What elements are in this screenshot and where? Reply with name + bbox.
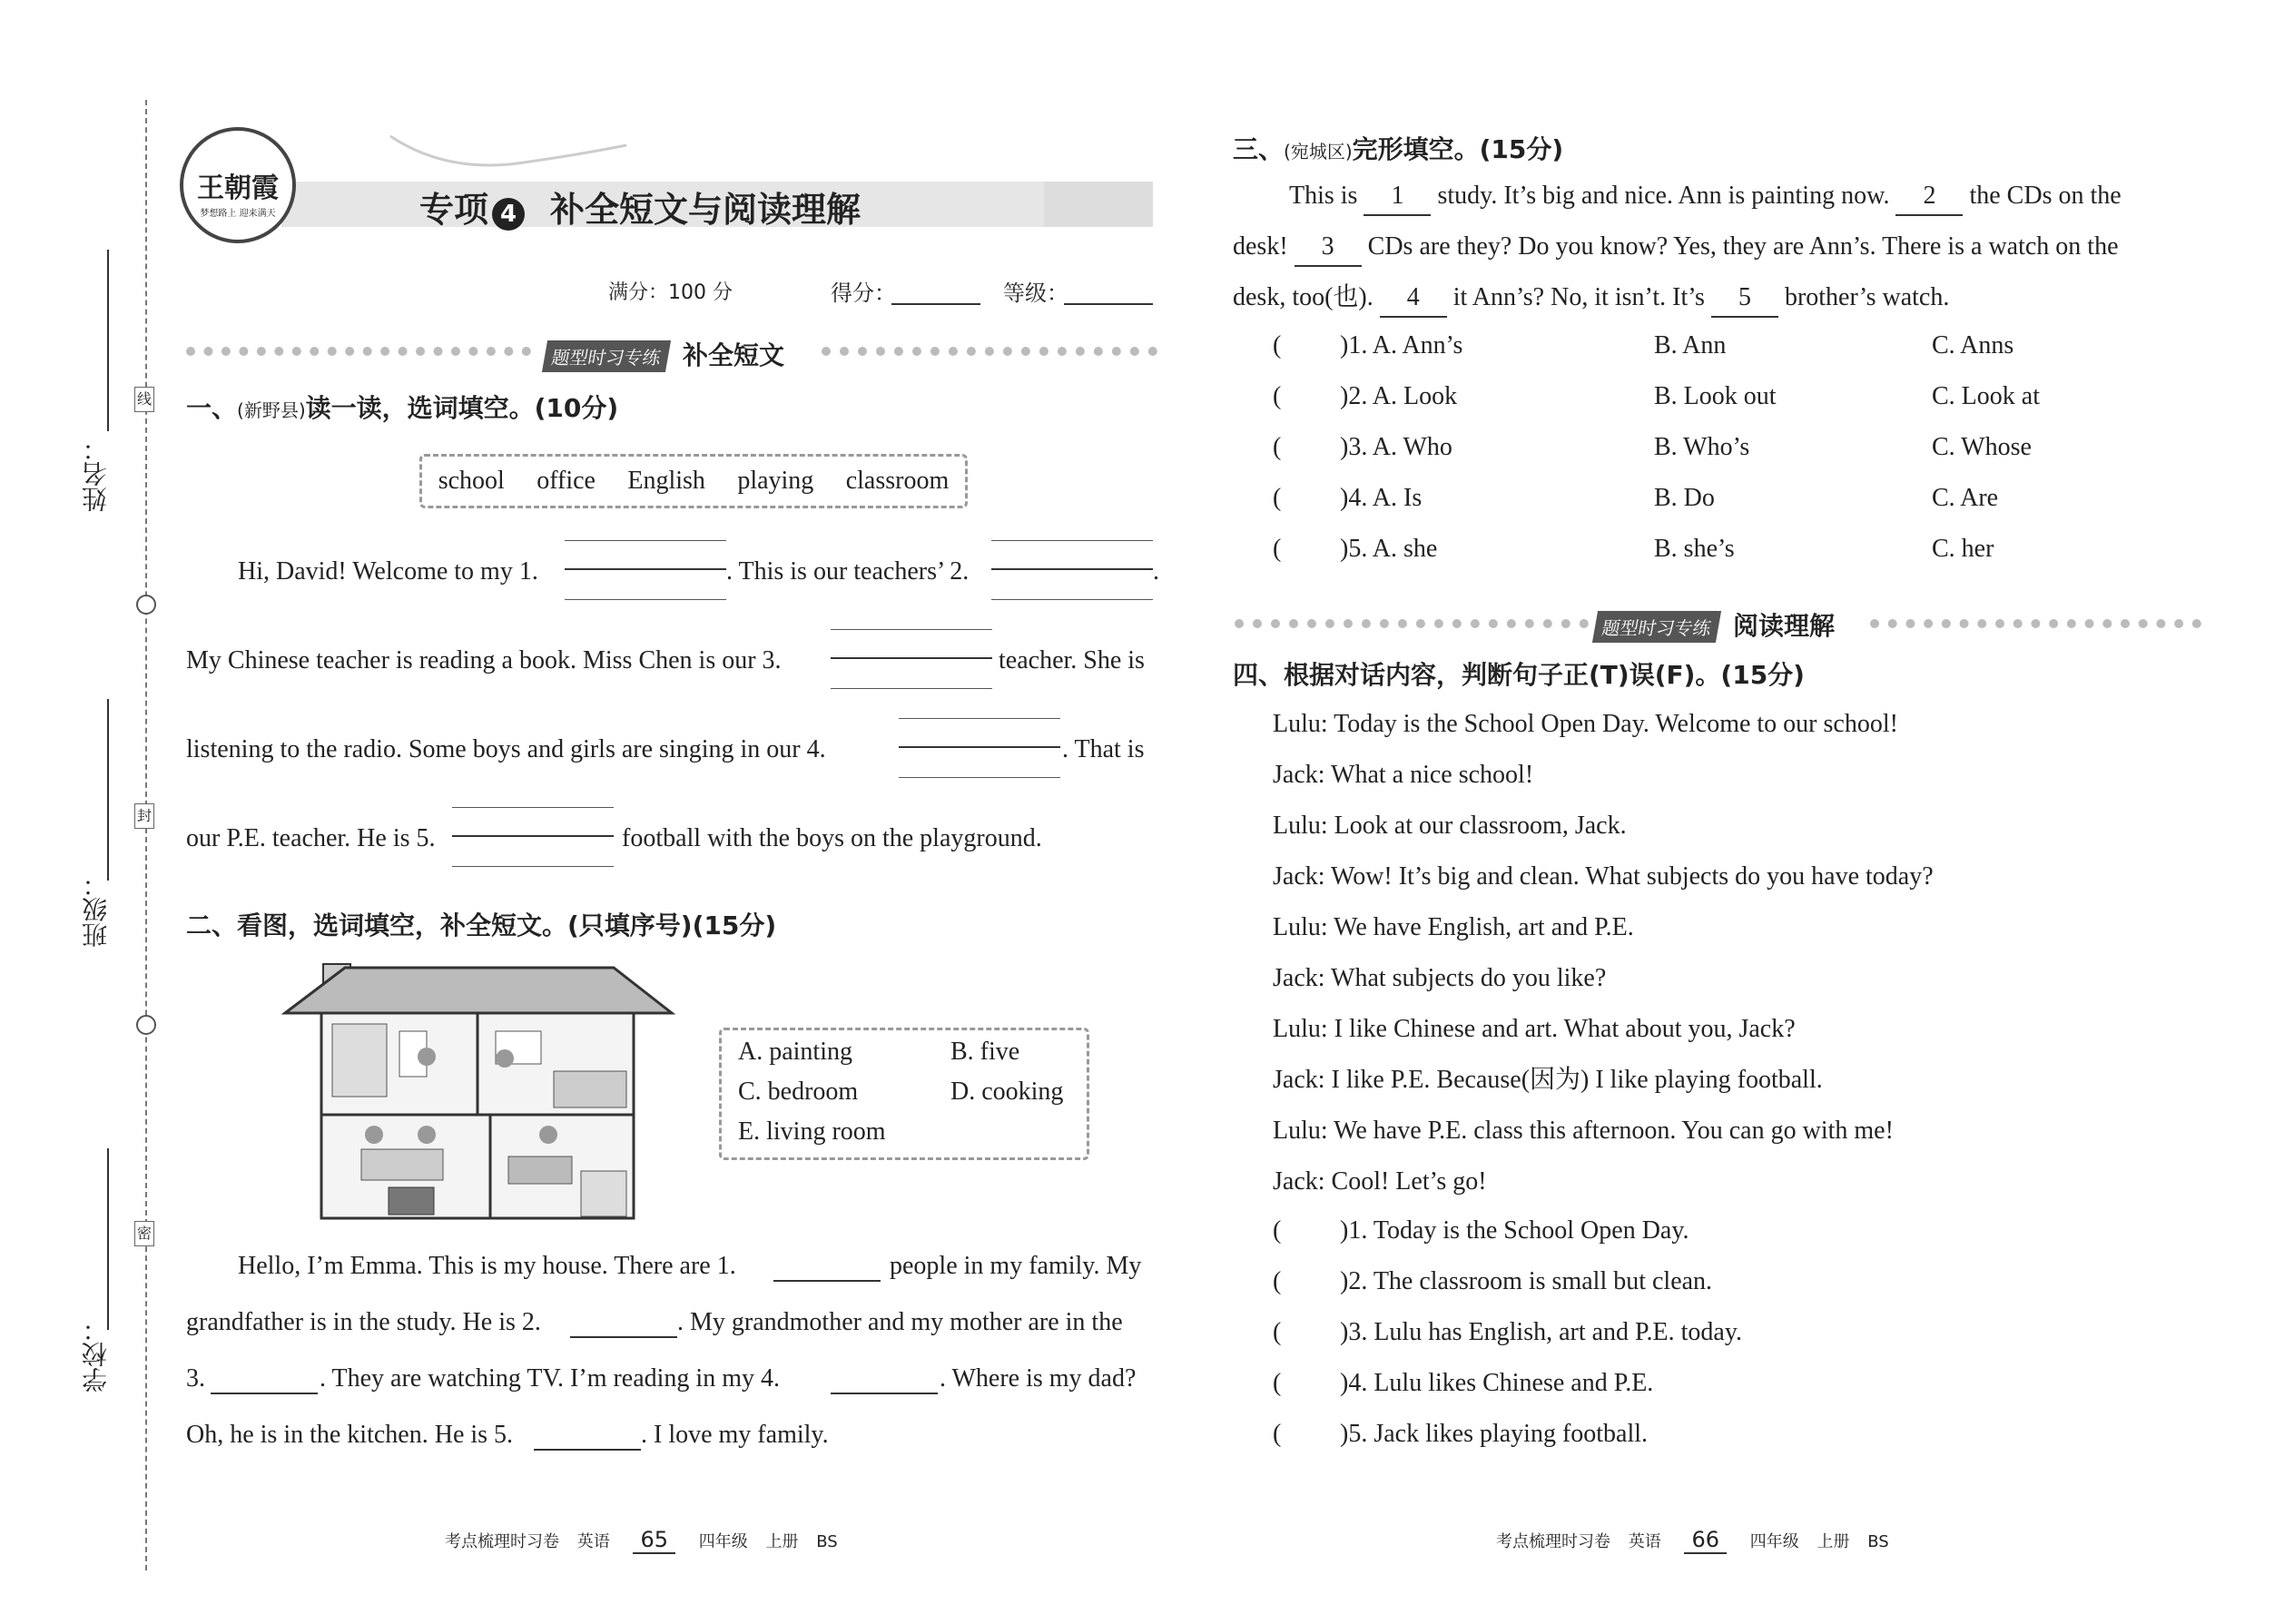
logo-subtext: 梦想路上 迎来满天 [200, 209, 276, 219]
section-divider [822, 347, 1157, 356]
q1-line-4: our P.E. teacher. He is 5. [186, 824, 436, 852]
house-illustration [281, 962, 681, 1225]
statement: )4. Lulu likes Chinese and P.E. [1340, 1369, 1654, 1397]
statement: )3. Lulu has English, art and P.E. today. [1340, 1318, 1743, 1346]
section-divider [186, 347, 531, 356]
binding-hole-icon [136, 595, 156, 615]
q3-choice-b: B. Do [1654, 484, 1715, 512]
dialogue-line: Jack: Cool! Let’s go! [1273, 1167, 1487, 1196]
dialogue-line: Jack: What a nice school! [1273, 761, 1534, 789]
school-field[interactable] [107, 1148, 109, 1330]
q3-choice-paren[interactable]: ( [1273, 331, 1282, 359]
q3-choice-a: )2. A. Look [1340, 382, 1458, 410]
word-bank [422, 457, 965, 506]
q3-blank-5[interactable]: 5 [1711, 280, 1778, 318]
seal-mark-secret: 密 [134, 1221, 154, 1246]
q2-option-box [719, 1028, 1089, 1160]
q2-answer-4[interactable] [831, 1393, 938, 1394]
option-e: E. living room [738, 1117, 886, 1146]
dialogue-line: Jack: Wow! It’s big and clean. What subjects do you have today? [1273, 862, 1934, 891]
logo-text: 王朝霞 [197, 172, 279, 204]
q2-line-4: Oh, he is in the kitchen. He is 5. [186, 1421, 514, 1449]
grade-label: 等级： [1003, 281, 1068, 306]
q3-blank-4[interactable]: 4 [1380, 280, 1447, 318]
statement-paren[interactable]: ( [1273, 1318, 1282, 1346]
q1-line-1-end: . [1153, 557, 1159, 586]
section-title: 阅读理解 [1733, 611, 1836, 641]
q2-title: 二、看图，选词填空，补全短文。(只填序号)(15分) [186, 910, 777, 940]
grade-field[interactable] [1064, 303, 1153, 305]
score-label: 得分： [831, 281, 896, 306]
q3-line-3: desk, too(也). 4 it Ann’s? No, it isn’t. It’s 5 brother’s watch. [1233, 280, 1949, 318]
dialogue-line: Jack: I like P.E. Because(因为) I like playing football. [1273, 1066, 1823, 1094]
q3-choice-paren[interactable]: ( [1273, 433, 1282, 461]
section-header-fill [545, 336, 784, 372]
seal-mark-seal: 封 [134, 803, 154, 829]
q3-choice-c: C. Look at [1932, 382, 2040, 410]
section-divider [1870, 619, 2201, 628]
statement: )1. Today is the School Open Day. [1340, 1216, 1689, 1245]
q2-line-3c: . Where is my dad? [940, 1364, 1137, 1393]
option-c: C. bedroom [738, 1078, 859, 1106]
q1-line-4b: football with the boys on the playground. [622, 824, 1042, 852]
section-divider [1235, 619, 1589, 628]
statement-paren[interactable]: ( [1273, 1369, 1282, 1397]
q1-answer-1[interactable] [565, 540, 726, 600]
class-field[interactable] [107, 699, 109, 881]
full-score: 满分：100 分 [608, 281, 733, 304]
q2-answer-3[interactable] [211, 1393, 318, 1394]
option-a: A. painting [738, 1038, 852, 1066]
q1-line-2b: teacher. She is [999, 646, 1145, 674]
footer-series: 考点梳理时习卷 [1496, 1532, 1610, 1551]
q3-line-1: This is 1 study. It’s big and nice. Ann is painting now. 2 the CDs on the [1289, 178, 2122, 216]
statement: )5. Jack likes playing football. [1340, 1420, 1649, 1448]
word-item: school [438, 467, 505, 495]
q3-line-2: desk! 3 CDs are they? Do you know? Yes, they are Ann’s. There is a watch on the [1233, 229, 2119, 267]
q1-answer-3[interactable] [831, 629, 992, 689]
page-number: 66 [1684, 1527, 1727, 1554]
name-field[interactable] [107, 250, 109, 431]
q2-line-1: Hello, I’m Emma. This is my house. There are 1. [238, 1252, 736, 1280]
statement-paren[interactable]: ( [1273, 1420, 1282, 1448]
footer-edition: BS [816, 1532, 838, 1551]
statement-paren[interactable]: ( [1273, 1267, 1282, 1295]
q2-line-4b: . I love my family. [641, 1421, 829, 1449]
q3-choice-b: B. she’s [1654, 535, 1735, 563]
q2-line-1b: people in my family. My [890, 1252, 1142, 1280]
q1-word-box [419, 454, 968, 508]
q3-choice-c: C. Whose [1932, 433, 2032, 461]
dialogue-line: Jack: What subjects do you like? [1273, 964, 1607, 992]
word-item: playing [737, 467, 814, 495]
title-number-badge: 4 [492, 198, 525, 231]
name-label: 姓名： [81, 436, 111, 512]
q3-choice-c: C. Anns [1932, 331, 2014, 359]
option-d: D. cooking [950, 1078, 1064, 1106]
option-b: B. five [950, 1038, 1020, 1066]
q1-line-1b: . This is our teachers’ 2. [726, 557, 970, 586]
q2-line-2: grandfather is in the study. He is 2. [186, 1308, 541, 1336]
dialogue-line: Lulu: Today is the School Open Day. Welcome to our school! [1273, 710, 1898, 738]
footer-grade: 四年级 [698, 1532, 748, 1551]
q3-choice-paren[interactable]: ( [1273, 484, 1282, 512]
q1-line-2: My Chinese teacher is reading a book. Miss Chen is our 3. [186, 646, 782, 674]
class-label: 班级： [81, 871, 111, 948]
section-title: 补全短文 [683, 340, 785, 370]
q3-blank-2[interactable]: 2 [1895, 178, 1963, 216]
binding-hole-icon [136, 1015, 156, 1035]
q2-answer-5[interactable] [534, 1449, 641, 1451]
q3-blank-1[interactable]: 1 [1364, 178, 1431, 216]
house-drawing [281, 962, 681, 1225]
q2-line-3: 3. [186, 1364, 205, 1393]
q3-title: 三、(宛城区)完形填空。(15分) [1233, 134, 1564, 164]
word-item: classroom [845, 467, 950, 495]
word-item: office [537, 467, 596, 495]
q1-answer-2[interactable] [991, 540, 1153, 600]
word-item: English [627, 467, 705, 495]
footer-subject: 英语 [1628, 1532, 1661, 1551]
q3-choice-b: B. Who’s [1654, 433, 1750, 461]
footer-subject: 英语 [576, 1532, 610, 1551]
binding-line [145, 100, 147, 1570]
footer-grade: 四年级 [1749, 1532, 1799, 1551]
q3-choice-a: )4. A. Is [1340, 484, 1423, 512]
q2-answer-1[interactable] [773, 1280, 881, 1282]
section-tag: 题型时习专练 [542, 340, 671, 372]
statement: )2. The classroom is small but clean. [1340, 1267, 1713, 1295]
q1-line-1: Hi, David! Welcome to my 1. [238, 557, 538, 586]
q3-choice-a: )3. A. Who [1340, 433, 1452, 461]
section-tag: 题型时习专练 [1592, 611, 1721, 643]
q1-line-3b: . That is [1062, 735, 1145, 763]
q3-choice-a: )1. A. Ann’s [1340, 331, 1463, 359]
q3-choice-c: C. Are [1932, 484, 1999, 512]
q3-blank-3[interactable]: 3 [1295, 229, 1362, 267]
q3-choice-paren[interactable]: ( [1273, 535, 1282, 563]
q3-choice-b: B. Look out [1654, 382, 1777, 410]
q2-line-2b: . My grandmother and my mother are in the [677, 1308, 1123, 1336]
dialogue [1273, 706, 2199, 1215]
q1-answer-4[interactable] [899, 718, 1060, 778]
dialogue-line: Lulu: Look at our classroom, Jack. [1273, 812, 1627, 840]
seal-mark-line: 线 [134, 387, 154, 412]
q1-line-3: listening to the radio. Some boys and girls are singing in our 4. [186, 735, 826, 763]
q1-title: 一、(新野县)读一读，选词填空。(10分) [186, 393, 619, 423]
footer-left [445, 1527, 838, 1554]
statement-paren[interactable]: ( [1273, 1216, 1282, 1245]
q3-choice-a: )5. A. she [1340, 535, 1438, 563]
dialogue-line: Lulu: I like Chinese and art. What about you, Jack? [1273, 1015, 1796, 1043]
q1-answer-5[interactable] [452, 807, 614, 867]
footer-term: 上册 [1816, 1532, 1850, 1551]
footer-series: 考点梳理时习卷 [445, 1532, 559, 1551]
q3-choice-b: B. Ann [1654, 331, 1727, 359]
publisher-logo [180, 127, 296, 243]
footer-term: 上册 [765, 1532, 799, 1551]
school-label: 学校： [81, 1316, 111, 1393]
dialogue-line: Lulu: We have P.E. class this afternoon. You can go with me! [1273, 1117, 1894, 1145]
dialogue-line: Lulu: We have English, art and P.E. [1273, 913, 1634, 941]
score-field[interactable] [891, 303, 980, 305]
page-title: 专项 4 补全短文与阅读理解 [419, 190, 861, 230]
footer-right [1496, 1527, 1889, 1554]
q3-choice-c: C. her [1932, 535, 1994, 563]
q2-answer-2[interactable] [570, 1336, 677, 1338]
page-number: 65 [633, 1527, 675, 1554]
section-header-reading [1595, 606, 1835, 643]
q2-line-3b: . They are watching TV. I’m reading in my 4. [320, 1364, 780, 1393]
q3-choice-paren[interactable]: ( [1273, 382, 1282, 410]
footer-edition: BS [1867, 1532, 1889, 1551]
q4-title: 四、根据对话内容，判断句子正(T)误(F)。(15分) [1233, 660, 1805, 690]
